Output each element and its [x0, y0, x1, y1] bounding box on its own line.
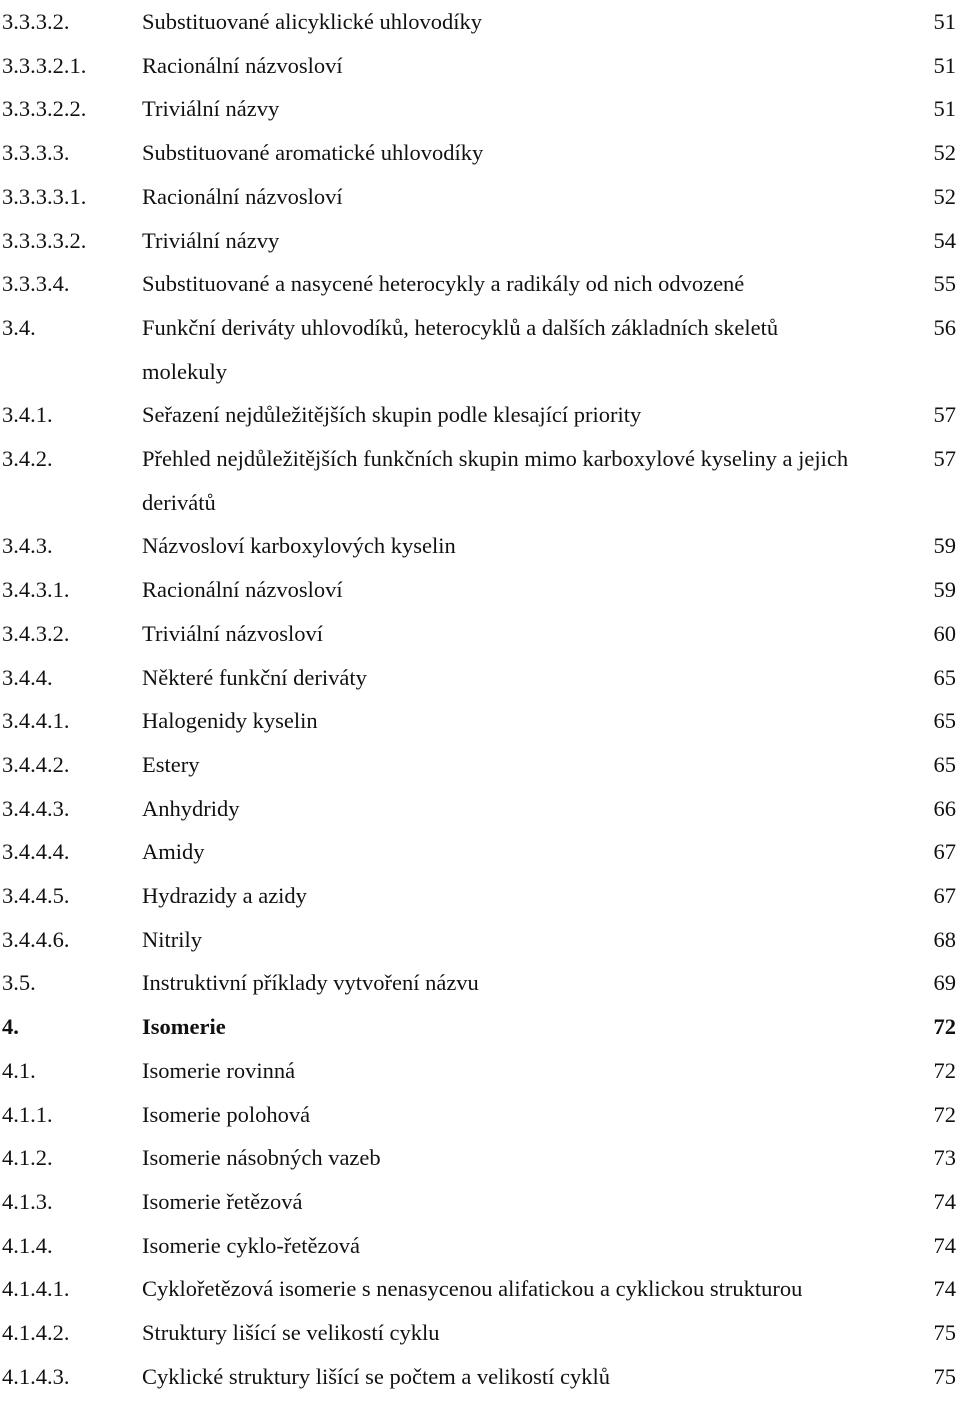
toc-entry-page: 69 [933, 970, 956, 996]
toc-entry-number: 4.1.4.2. [2, 1320, 70, 1346]
toc-entry-page: 65 [933, 751, 956, 777]
toc-entry[interactable] [0, 262, 960, 306]
toc-entry-page: 59 [933, 577, 956, 603]
toc-entry-title: Isomerie násobných vazeb [142, 1145, 381, 1171]
toc-entry-page: 60 [933, 620, 956, 646]
toc-entry-page: 65 [933, 664, 956, 690]
toc-entry-number: 3.3.3.2. [2, 9, 70, 34]
toc-entry-page: 51 [933, 9, 956, 34]
toc-entry-number: 3.4.4.5. [2, 883, 70, 909]
toc-entry-title: Cyklořetězová isomerie s nenasycenou alifatickou a cyklickou strukturou [142, 1276, 803, 1302]
toc-entry-number: 3.4.4.3. [2, 795, 70, 821]
toc-entry-page: 51 [933, 52, 956, 78]
toc-entry-title: Hydrazidy a azidy [142, 883, 307, 909]
toc-entry-page: 72 [933, 1101, 956, 1127]
toc-entry-number: 4.1. [2, 1057, 36, 1083]
toc-entry[interactable] [0, 1093, 960, 1137]
toc-entry-number: 3.4.4.1. [2, 708, 70, 734]
toc-entry-number: 3.3.3.3.2. [2, 227, 87, 253]
toc-entry-title: Amidy [142, 839, 205, 865]
toc-entry-number: 4.1.4.1. [2, 1276, 70, 1302]
toc-entry-title: Triviální názvy [142, 96, 280, 122]
toc-entry-title: Substituované aromatické uhlovodíky [142, 140, 484, 166]
toc-entry-number: 3.4.3.2. [2, 620, 70, 646]
toc-entry-page: 52 [933, 140, 956, 166]
toc-entry-page: 75 [933, 1363, 956, 1389]
toc-entry[interactable] [0, 175, 960, 219]
toc-entry-number: 4.1.4. [2, 1232, 53, 1258]
toc-entry[interactable] [0, 830, 960, 874]
toc-entry-title: Isomerie polohová [142, 1101, 311, 1127]
toc-entry-page: 74 [933, 1232, 956, 1258]
toc-entry[interactable] [0, 874, 960, 918]
toc-entry[interactable] [0, 437, 960, 524]
toc-entry-page: 67 [933, 883, 956, 909]
toc-entry-number: 3.5. [2, 970, 36, 996]
toc-entry-number: 3.4.3. [2, 533, 53, 559]
toc-entry[interactable] [0, 961, 960, 1005]
toc-entry[interactable] [0, 1267, 960, 1311]
toc-entry-title: Estery [142, 751, 200, 777]
toc-entry-number: 3.3.3.3.1. [2, 183, 87, 209]
toc-entry[interactable] [0, 1224, 960, 1268]
toc-entry[interactable] [0, 44, 960, 88]
toc-entry-title: Isomerie řetězová [142, 1188, 303, 1214]
toc-entry-number: 3.4.2. [2, 446, 53, 472]
toc-entry-number: 3.4. [2, 314, 36, 340]
toc-entry-title: Přehled nejdůležitějších funkčních skupin mimo karboxylové kyseliny a jejich derivátů [142, 446, 849, 515]
toc-entry-number: 4.1.3. [2, 1188, 53, 1214]
toc-entry-number: 3.4.1. [2, 402, 53, 428]
toc-entry[interactable] [0, 87, 960, 131]
toc-entry[interactable] [0, 699, 960, 743]
toc-entry[interactable] [0, 0, 960, 44]
toc-entry-number: 4.1.2. [2, 1145, 53, 1171]
toc-entry-number: 3.3.3.4. [2, 271, 70, 297]
toc-entry-title: Triviální názvy [142, 227, 280, 253]
toc-entry[interactable] [0, 1136, 960, 1180]
toc-entry-page: 72 [933, 1057, 956, 1083]
toc-entry[interactable] [0, 1180, 960, 1224]
toc-entry-title: Substituované alicyklické uhlovodíky [142, 9, 482, 34]
toc-entry[interactable] [0, 1311, 960, 1355]
toc-entry-page: 65 [933, 708, 956, 734]
toc-entry[interactable] [0, 524, 960, 568]
toc-entry-page: 57 [933, 446, 956, 472]
toc-entry-page: 56 [933, 314, 956, 340]
toc-entry-title: Nitrily [142, 926, 202, 952]
toc-entry[interactable] [0, 131, 960, 175]
toc-entry-title: Isomerie cyklo-řetězová [142, 1232, 361, 1258]
toc-entry-page: 55 [933, 271, 956, 297]
toc-entry-number: 3.3.3.3. [2, 140, 70, 166]
toc-entry-title: Triviální názvosloví [142, 620, 324, 646]
toc-entry-title: Cyklické struktury lišící se počtem a velikostí cyklů [142, 1363, 611, 1389]
toc-entry-page: 54 [933, 227, 956, 253]
toc-entry-page: 68 [933, 926, 956, 952]
toc-entry[interactable] [0, 612, 960, 656]
toc-entry-page: 67 [933, 839, 956, 865]
toc-entry-title: Instruktivní příklady vytvoření názvu [142, 970, 479, 996]
toc-entry[interactable] [0, 743, 960, 787]
toc-chapter-entry[interactable] [0, 1005, 960, 1049]
toc-entry-page: 75 [933, 1320, 956, 1346]
toc-entry-title: Isomerie [142, 1014, 226, 1040]
toc-entry-title: Racionální názvosloví [142, 183, 343, 209]
toc-entry-title: Anhydridy [142, 795, 240, 821]
toc-entry-title: Isomerie rovinná [142, 1057, 296, 1083]
toc-entry-title: Halogenidy kyselin [142, 708, 318, 734]
toc-entry-number: 4.1.4.3. [2, 1363, 70, 1389]
toc-entry[interactable] [0, 787, 960, 831]
toc-entry-title: Racionální názvosloví [142, 52, 343, 78]
toc-entry-number: 3.3.3.2.2. [2, 96, 87, 122]
toc-entry[interactable] [0, 219, 960, 263]
toc-entry-title: Některé funkční deriváty [142, 664, 367, 690]
toc-entry-number: 3.4.4.4. [2, 839, 70, 865]
toc-entry[interactable] [0, 1049, 960, 1093]
toc-entry-page: 74 [933, 1276, 956, 1302]
toc-entry-number: 4.1.1. [2, 1101, 53, 1127]
toc-entry-page: 74 [933, 1188, 956, 1214]
toc-entry[interactable] [0, 918, 960, 962]
toc-entry-number: 4. [2, 1014, 19, 1040]
toc-entry-number: 3.4.3.1. [2, 577, 70, 603]
toc-entry[interactable] [0, 393, 960, 437]
toc-entry-page: 59 [933, 533, 956, 559]
toc-entry-number: 3.4.4.2. [2, 751, 70, 777]
toc-entry-title: Struktury lišící se velikostí cyklu [142, 1320, 440, 1346]
toc-entry-title: Seřazení nejdůležitějších skupin podle klesající priority [142, 402, 642, 428]
toc-entry-title: Substituované a nasycené heterocykly a radikály od nich odvozené [142, 271, 745, 297]
toc-entry-page: 51 [933, 96, 956, 122]
toc-entry-title: Racionální názvosloví [142, 577, 343, 603]
toc-entry-title: Funkční deriváty uhlovodíků, heterocyklů a dalších základních skeletů molekuly [142, 314, 779, 384]
toc-entry[interactable] [0, 568, 960, 612]
toc-entry[interactable] [0, 656, 960, 700]
toc-entry-number: 3.4.4.6. [2, 926, 70, 952]
toc-entry-page: 72 [933, 1014, 956, 1040]
toc-entry[interactable] [0, 306, 960, 393]
toc-entry-page: 73 [933, 1145, 956, 1171]
toc-entry-title: Názvosloví karboxylových kyselin [142, 533, 456, 559]
toc-entry-number: 3.4.4. [2, 664, 53, 690]
toc-entry-page: 57 [933, 402, 956, 428]
toc-entry-page: 52 [933, 183, 956, 209]
toc-entry[interactable] [0, 1355, 960, 1399]
toc-entry-page: 66 [933, 795, 956, 821]
toc-entry-number: 3.3.3.2.1. [2, 52, 87, 78]
